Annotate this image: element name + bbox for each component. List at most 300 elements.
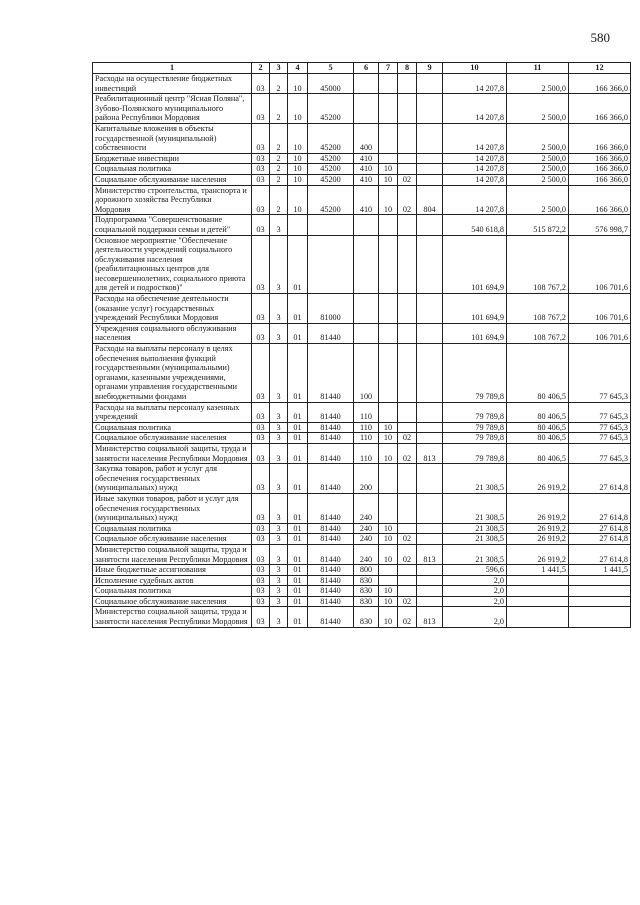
row-cell-col-9	[417, 323, 443, 343]
row-cell-col-7: 10	[379, 164, 398, 175]
table-row	[93, 534, 631, 545]
table-row	[93, 544, 631, 564]
row-cell-col-12: 27 614,8	[569, 464, 631, 494]
row-cell-col-9	[417, 464, 443, 494]
row-cell-col-6: 830	[354, 575, 379, 586]
row-cell-col-8: 02	[398, 534, 417, 545]
row-cell-col-6: 110	[354, 433, 379, 444]
row-cell-col-6	[354, 74, 379, 94]
row-cell-col-3: 3	[270, 565, 288, 576]
row-cell-col-10: 21 308,5	[443, 544, 507, 564]
row-cell-col-8	[398, 123, 417, 153]
row-cell-col-5: 81440	[308, 433, 354, 444]
row-cell-col-11: 108 767,2	[507, 235, 569, 294]
row-cell-col-7	[379, 123, 398, 153]
row-cell-col-6	[354, 215, 379, 235]
row-name-cell: Исполнение судебных актов	[93, 575, 252, 586]
row-cell-col-6	[354, 294, 379, 324]
row-cell-col-3: 3	[270, 402, 288, 422]
row-cell-col-6: 110	[354, 402, 379, 422]
row-cell-col-7	[379, 323, 398, 343]
row-cell-col-9	[417, 344, 443, 403]
row-cell-col-6: 830	[354, 596, 379, 607]
row-cell-col-6: 410	[354, 153, 379, 164]
row-name-cell: Социальное обслуживание населения	[93, 596, 252, 607]
row-name-cell: Учреждения социального обслуживания населения	[93, 323, 252, 343]
row-cell-col-8	[398, 323, 417, 343]
row-cell-col-2: 03	[252, 323, 270, 343]
row-cell-col-7: 10	[379, 185, 398, 215]
row-cell-col-11: 26 919,2	[507, 464, 569, 494]
row-cell-col-12: 27 614,8	[569, 523, 631, 534]
row-cell-col-9	[417, 123, 443, 153]
row-cell-col-10: 101 694,9	[443, 294, 507, 324]
row-cell-col-6: 410	[354, 164, 379, 175]
row-cell-col-9	[417, 493, 443, 523]
row-cell-col-10: 2,0	[443, 596, 507, 607]
row-cell-col-8: 02	[398, 174, 417, 185]
row-cell-col-5: 81440	[308, 607, 354, 627]
column-header-12: 12	[569, 63, 631, 74]
row-name-cell: Расходы на выплаты персоналу в целях обеспечения выполнения функций государственными (муниципальными) органами, казенными учреждениями, органами управления государственными внебюджетными фондами	[93, 344, 252, 403]
row-cell-col-4: 10	[288, 174, 308, 185]
row-name-cell: Социальное обслуживание населения	[93, 534, 252, 545]
row-cell-col-10: 2,0	[443, 575, 507, 586]
budget-table	[92, 62, 631, 628]
table-row	[93, 123, 631, 153]
row-cell-col-7: 10	[379, 586, 398, 597]
row-cell-col-7: 10	[379, 523, 398, 534]
table-row	[93, 94, 631, 124]
column-header-10: 10	[443, 63, 507, 74]
row-cell-col-8: 02	[398, 607, 417, 627]
row-cell-col-5	[308, 235, 354, 294]
row-cell-col-6: 110	[354, 443, 379, 463]
row-cell-col-4: 01	[288, 534, 308, 545]
row-name-cell: Реабилитационный центр "Ясная Поляна", Зубово-Полянского муниципального района Республики Мордовия	[93, 94, 252, 124]
row-cell-col-7: 10	[379, 596, 398, 607]
row-cell-col-7: 10	[379, 534, 398, 545]
table-row	[93, 586, 631, 597]
row-cell-col-12: 166 366,0	[569, 74, 631, 94]
row-cell-col-4: 01	[288, 323, 308, 343]
row-cell-col-11: 2 500,0	[507, 153, 569, 164]
row-cell-col-11: 2 500,0	[507, 94, 569, 124]
row-cell-col-3: 3	[270, 493, 288, 523]
row-cell-col-9	[417, 164, 443, 175]
row-cell-col-5: 81440	[308, 402, 354, 422]
row-cell-col-11: 80 406,5	[507, 344, 569, 403]
row-cell-col-2: 03	[252, 74, 270, 94]
table-row	[93, 607, 631, 627]
row-cell-col-8	[398, 586, 417, 597]
row-name-cell: Бюджетные инвестиции	[93, 153, 252, 164]
row-cell-col-12: 576 998,7	[569, 215, 631, 235]
row-name-cell: Иные закупки товаров, работ и услуг для обеспечения государственных (муниципальных) нужд	[93, 493, 252, 523]
row-cell-col-2: 03	[252, 402, 270, 422]
row-cell-col-10: 14 207,8	[443, 94, 507, 124]
row-cell-col-11: 108 767,2	[507, 323, 569, 343]
row-cell-col-7: 10	[379, 422, 398, 433]
row-cell-col-12: 166 366,0	[569, 94, 631, 124]
row-name-cell: Расходы на осуществление бюджетных инвестиций	[93, 74, 252, 94]
row-name-cell: Социальное обслуживание населения	[93, 433, 252, 444]
row-cell-col-9: 813	[417, 607, 443, 627]
row-cell-col-11: 2 500,0	[507, 164, 569, 175]
row-cell-col-7	[379, 215, 398, 235]
row-cell-col-2: 03	[252, 443, 270, 463]
row-cell-col-11: 26 919,2	[507, 493, 569, 523]
row-cell-col-12: 166 366,0	[569, 153, 631, 164]
table-row	[93, 174, 631, 185]
row-cell-col-4: 01	[288, 464, 308, 494]
row-cell-col-8	[398, 464, 417, 494]
table-row	[93, 235, 631, 294]
row-cell-col-3: 2	[270, 123, 288, 153]
row-cell-col-9	[417, 74, 443, 94]
row-cell-col-6: 830	[354, 586, 379, 597]
table-row	[93, 215, 631, 235]
row-cell-col-6: 200	[354, 464, 379, 494]
row-cell-col-5: 45200	[308, 153, 354, 164]
table-row	[93, 164, 631, 175]
row-cell-col-3: 3	[270, 523, 288, 534]
row-cell-col-11: 108 767,2	[507, 294, 569, 324]
row-name-cell: Министерство социальной защиты, труда и занятости населения Республики Мордовия	[93, 443, 252, 463]
row-cell-col-3: 2	[270, 185, 288, 215]
row-cell-col-5: 81440	[308, 534, 354, 545]
row-cell-col-10: 79 789,8	[443, 443, 507, 463]
row-cell-col-3: 2	[270, 94, 288, 124]
header-row	[93, 63, 631, 74]
row-cell-col-2: 03	[252, 464, 270, 494]
row-cell-col-10: 14 207,8	[443, 174, 507, 185]
row-cell-col-8	[398, 94, 417, 124]
row-cell-col-2: 03	[252, 575, 270, 586]
row-cell-col-2: 03	[252, 153, 270, 164]
table-row	[93, 523, 631, 534]
row-cell-col-12: 166 366,0	[569, 123, 631, 153]
table-row	[93, 294, 631, 324]
row-cell-col-9: 813	[417, 443, 443, 463]
row-cell-col-10: 14 207,8	[443, 153, 507, 164]
row-cell-col-9	[417, 596, 443, 607]
row-cell-col-9	[417, 174, 443, 185]
row-cell-col-10: 21 308,5	[443, 523, 507, 534]
row-name-cell: Социальная политика	[93, 586, 252, 597]
row-cell-col-3: 2	[270, 174, 288, 185]
row-cell-col-6	[354, 235, 379, 294]
table-row	[93, 402, 631, 422]
row-cell-col-10: 14 207,8	[443, 185, 507, 215]
row-name-cell: Капитальные вложения в объекты государственной (муниципальной) собственности	[93, 123, 252, 153]
row-cell-col-9	[417, 523, 443, 534]
row-cell-col-7	[379, 493, 398, 523]
row-cell-col-5: 81440	[308, 565, 354, 576]
row-cell-col-2: 03	[252, 123, 270, 153]
row-cell-col-2: 03	[252, 586, 270, 597]
row-cell-col-3: 2	[270, 153, 288, 164]
row-cell-col-5: 81000	[308, 294, 354, 324]
row-cell-col-6: 100	[354, 344, 379, 403]
table-row	[93, 74, 631, 94]
row-cell-col-7	[379, 344, 398, 403]
row-cell-col-5: 81440	[308, 493, 354, 523]
row-cell-col-3: 3	[270, 433, 288, 444]
table-row	[93, 493, 631, 523]
row-cell-col-4: 10	[288, 185, 308, 215]
row-cell-col-10: 14 207,8	[443, 123, 507, 153]
row-cell-col-6: 830	[354, 607, 379, 627]
row-cell-col-12: 77 645,3	[569, 344, 631, 403]
row-cell-col-5: 45200	[308, 123, 354, 153]
page-number: 580	[590, 30, 610, 45]
row-cell-col-2: 03	[252, 294, 270, 324]
row-cell-col-3: 3	[270, 534, 288, 545]
row-cell-col-8	[398, 493, 417, 523]
row-cell-col-7	[379, 294, 398, 324]
column-header-9: 9	[417, 63, 443, 74]
row-cell-col-11: 2 500,0	[507, 74, 569, 94]
table-body	[93, 74, 631, 628]
row-cell-col-8	[398, 565, 417, 576]
row-cell-col-4	[288, 215, 308, 235]
row-cell-col-6	[354, 94, 379, 124]
table-row	[93, 323, 631, 343]
row-cell-col-2: 03	[252, 235, 270, 294]
row-cell-col-10: 596,6	[443, 565, 507, 576]
row-cell-col-7	[379, 235, 398, 294]
table-row	[93, 185, 631, 215]
row-cell-col-2: 03	[252, 185, 270, 215]
row-cell-col-12: 77 645,3	[569, 443, 631, 463]
row-cell-col-8: 02	[398, 433, 417, 444]
row-cell-col-11	[507, 586, 569, 597]
row-name-cell: Социальная политика	[93, 523, 252, 534]
row-cell-col-3: 3	[270, 544, 288, 564]
row-cell-col-4: 01	[288, 402, 308, 422]
row-cell-col-8	[398, 164, 417, 175]
row-cell-col-11: 1 441,5	[507, 565, 569, 576]
row-cell-col-8	[398, 422, 417, 433]
table-row	[93, 443, 631, 463]
row-cell-col-12: 106 701,6	[569, 235, 631, 294]
row-cell-col-12: 77 645,3	[569, 402, 631, 422]
row-cell-col-3: 3	[270, 215, 288, 235]
row-cell-col-4: 10	[288, 94, 308, 124]
row-cell-col-2: 03	[252, 565, 270, 576]
row-cell-col-3: 3	[270, 344, 288, 403]
row-cell-col-7	[379, 94, 398, 124]
row-cell-col-9	[417, 534, 443, 545]
row-cell-col-2: 03	[252, 544, 270, 564]
row-cell-col-4: 10	[288, 153, 308, 164]
row-name-cell: Социальная политика	[93, 422, 252, 433]
row-name-cell: Министерство социальной защиты, труда и занятости населения Республики Мордовия	[93, 607, 252, 627]
row-cell-col-10: 540 618,8	[443, 215, 507, 235]
row-name-cell: Министерство строительства, транспорта и дорожного хозяйства Республики Мордовия	[93, 185, 252, 215]
row-cell-col-2: 03	[252, 422, 270, 433]
row-cell-col-4: 01	[288, 443, 308, 463]
row-cell-col-12: 106 701,6	[569, 294, 631, 324]
row-cell-col-4: 01	[288, 344, 308, 403]
row-cell-col-11: 80 406,5	[507, 422, 569, 433]
row-name-cell: Иные бюджетные ассигнования	[93, 565, 252, 576]
row-cell-col-4: 01	[288, 422, 308, 433]
row-cell-col-6: 110	[354, 422, 379, 433]
row-name-cell: Социальная политика	[93, 164, 252, 175]
row-cell-col-10: 14 207,8	[443, 164, 507, 175]
row-cell-col-7: 10	[379, 433, 398, 444]
row-cell-col-10: 101 694,9	[443, 235, 507, 294]
row-cell-col-10: 2,0	[443, 607, 507, 627]
row-cell-col-12: 27 614,8	[569, 534, 631, 545]
row-cell-col-2: 03	[252, 534, 270, 545]
row-cell-col-4: 01	[288, 565, 308, 576]
row-cell-col-11: 26 919,2	[507, 523, 569, 534]
row-cell-col-12: 106 701,6	[569, 323, 631, 343]
row-cell-col-5	[308, 215, 354, 235]
row-cell-col-12	[569, 575, 631, 586]
row-cell-col-4: 10	[288, 164, 308, 175]
row-cell-col-10: 79 789,8	[443, 433, 507, 444]
row-cell-col-3: 3	[270, 294, 288, 324]
row-cell-col-10: 101 694,9	[443, 323, 507, 343]
row-cell-col-2: 03	[252, 596, 270, 607]
row-cell-col-10: 21 308,5	[443, 534, 507, 545]
table-row	[93, 565, 631, 576]
row-cell-col-11: 2 500,0	[507, 123, 569, 153]
row-cell-col-7: 10	[379, 443, 398, 463]
row-cell-col-5: 81440	[308, 523, 354, 534]
row-cell-col-12: 166 366,0	[569, 185, 631, 215]
row-cell-col-2: 03	[252, 523, 270, 534]
row-cell-col-10: 21 308,5	[443, 464, 507, 494]
row-cell-col-7: 10	[379, 174, 398, 185]
row-cell-col-12	[569, 596, 631, 607]
row-cell-col-4: 01	[288, 544, 308, 564]
row-cell-col-2: 03	[252, 493, 270, 523]
row-cell-col-2: 03	[252, 94, 270, 124]
row-cell-col-3: 2	[270, 74, 288, 94]
row-cell-col-9	[417, 402, 443, 422]
row-cell-col-6: 410	[354, 185, 379, 215]
row-cell-col-3: 3	[270, 443, 288, 463]
row-cell-col-12: 77 645,3	[569, 422, 631, 433]
row-cell-col-6: 800	[354, 565, 379, 576]
row-cell-col-8: 02	[398, 443, 417, 463]
table-row	[93, 464, 631, 494]
row-cell-col-12	[569, 607, 631, 627]
row-cell-col-8	[398, 215, 417, 235]
row-cell-col-7: 10	[379, 544, 398, 564]
row-cell-col-5: 45200	[308, 164, 354, 175]
row-cell-col-10: 2,0	[443, 586, 507, 597]
row-cell-col-11: 2 500,0	[507, 174, 569, 185]
row-cell-col-10: 21 308,5	[443, 493, 507, 523]
row-cell-col-11: 80 406,5	[507, 433, 569, 444]
row-cell-col-3: 3	[270, 596, 288, 607]
row-cell-col-7: 10	[379, 607, 398, 627]
row-cell-col-8	[398, 294, 417, 324]
row-cell-col-9	[417, 586, 443, 597]
row-cell-col-5: 81440	[308, 586, 354, 597]
row-cell-col-11: 80 406,5	[507, 402, 569, 422]
row-cell-col-11: 80 406,5	[507, 443, 569, 463]
row-cell-col-11	[507, 596, 569, 607]
row-cell-col-8	[398, 575, 417, 586]
row-cell-col-9	[417, 94, 443, 124]
row-cell-col-12	[569, 586, 631, 597]
row-cell-col-9: 813	[417, 544, 443, 564]
row-cell-col-2: 03	[252, 174, 270, 185]
row-cell-col-4: 01	[288, 596, 308, 607]
row-cell-col-3: 3	[270, 323, 288, 343]
row-cell-col-9: 804	[417, 185, 443, 215]
row-name-cell: Социальное обслуживание населения	[93, 174, 252, 185]
row-cell-col-9	[417, 565, 443, 576]
row-cell-col-10: 14 207,8	[443, 74, 507, 94]
column-header-2: 2	[252, 63, 270, 74]
row-cell-col-3: 3	[270, 586, 288, 597]
row-cell-col-5: 81440	[308, 464, 354, 494]
row-cell-col-10: 79 789,8	[443, 402, 507, 422]
column-header-4: 4	[288, 63, 308, 74]
row-cell-col-6: 410	[354, 174, 379, 185]
row-cell-col-12: 166 366,0	[569, 174, 631, 185]
row-cell-col-2: 03	[252, 607, 270, 627]
row-cell-col-3: 3	[270, 464, 288, 494]
row-cell-col-9	[417, 153, 443, 164]
row-cell-col-4: 01	[288, 433, 308, 444]
table-row	[93, 344, 631, 403]
row-cell-col-4: 01	[288, 575, 308, 586]
row-cell-col-11	[507, 607, 569, 627]
row-cell-col-4: 01	[288, 493, 308, 523]
row-cell-col-8	[398, 344, 417, 403]
row-cell-col-5: 81440	[308, 443, 354, 463]
row-cell-col-4: 10	[288, 123, 308, 153]
row-cell-col-3: 3	[270, 575, 288, 586]
row-cell-col-8	[398, 153, 417, 164]
table-row	[93, 422, 631, 433]
table-row	[93, 433, 631, 444]
row-cell-col-9	[417, 433, 443, 444]
row-cell-col-4: 01	[288, 586, 308, 597]
row-cell-col-6: 400	[354, 123, 379, 153]
row-cell-col-8	[398, 523, 417, 534]
row-cell-col-5: 81440	[308, 596, 354, 607]
row-cell-col-4: 01	[288, 294, 308, 324]
row-cell-col-8	[398, 74, 417, 94]
row-cell-col-5: 45000	[308, 74, 354, 94]
column-header-5: 5	[308, 63, 354, 74]
row-cell-col-8: 02	[398, 185, 417, 215]
row-cell-col-4: 10	[288, 74, 308, 94]
row-name-cell: Закупка товаров, работ и услуг для обеспечения государственных (муниципальных) нужд	[93, 464, 252, 494]
table-row	[93, 153, 631, 164]
row-cell-col-12: 1 441,5	[569, 565, 631, 576]
row-cell-col-5: 81440	[308, 575, 354, 586]
row-cell-col-12: 27 614,8	[569, 493, 631, 523]
row-cell-col-3: 2	[270, 164, 288, 175]
row-cell-col-6: 240	[354, 534, 379, 545]
row-cell-col-12: 27 614,8	[569, 544, 631, 564]
row-cell-col-10: 79 789,8	[443, 422, 507, 433]
row-cell-col-6: 240	[354, 544, 379, 564]
row-cell-col-8	[398, 235, 417, 294]
row-cell-col-8	[398, 402, 417, 422]
